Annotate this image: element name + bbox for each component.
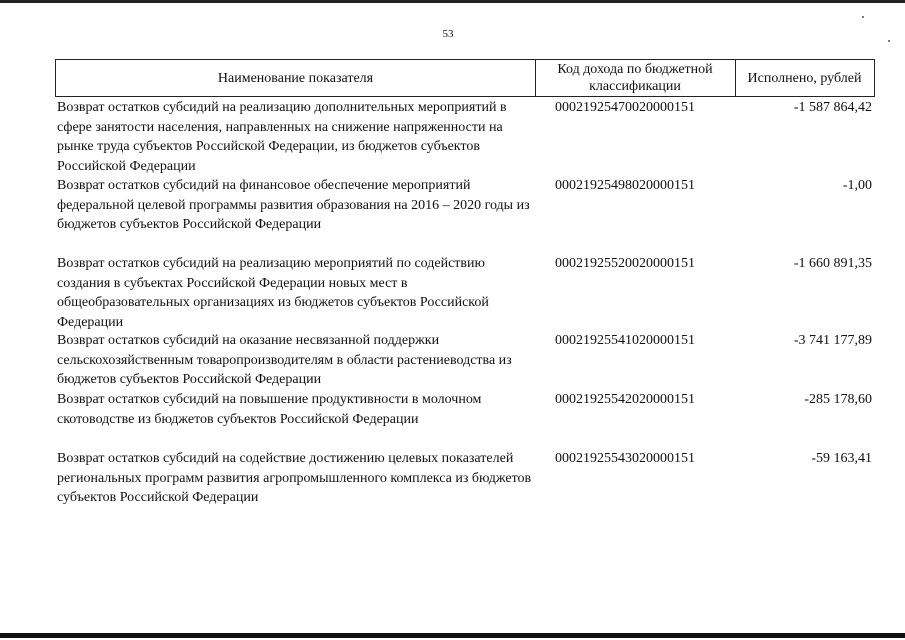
row-amount: -1 660 891,35 <box>793 256 872 271</box>
row-name: Возврат остатков субсидий на повышение продуктивности в молочном скотоводстве из бюджетов субъектов Российской Федерации <box>57 392 482 427</box>
row-code: 00021925470020000151 <box>555 100 695 115</box>
row-code: 00021925520020000151 <box>555 256 695 271</box>
page-number: 53 <box>442 28 454 40</box>
scan-speck <box>862 16 864 18</box>
row-amount: -1,00 <box>842 178 872 193</box>
bottom-border <box>0 633 905 638</box>
scan-speck <box>888 40 890 42</box>
row-code: 00021925543020000151 <box>555 451 695 466</box>
row-code: 00021925541020000151 <box>555 333 695 348</box>
row-name: Возврат остатков субсидий на оказание несвязанной поддержки сельскохозяйственным товаропроизводителям в области растениеводства из бюджетов субъектов Российской Федерации <box>57 333 512 387</box>
row-code: 00021925542020000151 <box>555 392 695 407</box>
row-name: Возврат остатков субсидий на финансовое обеспечение мероприятий федеральной целевой программы развития образования на 2016 – 2020 годы из бюджетов субъектов Российской Федерации <box>57 178 530 232</box>
row-name: Возврат остатков субсидий на содействие достижению целевых показателей региональных программ развития агропромышленного комплекса из бюджетов субъектов Российской Федерации <box>57 451 532 505</box>
row-name: Возврат остатков субсидий на реализацию мероприятий по содействию создания в субъектах Российской Федерации новых мест в общеобразовательных организациях из бюджетов субъектов Российской Федерации <box>57 256 489 330</box>
header-amount: Исполнено, рублей <box>735 59 875 97</box>
row-amount: -59 163,41 <box>811 451 872 466</box>
row-name: Возврат остатков субсидий на реализацию дополнительных мероприятий в сфере занятости населения, направленных на снижение напряженности на рынке труда субъектов Российской Федерации, из бюджетов субъектов Российской Федерации <box>57 100 507 174</box>
top-border <box>0 0 905 3</box>
row-code: 00021925498020000151 <box>555 178 695 193</box>
header-name: Наименование показателя <box>55 59 536 97</box>
row-amount: -1 587 864,42 <box>793 100 872 115</box>
row-amount: -285 178,60 <box>804 392 872 407</box>
header-code: Код дохода по бюджетной классификации <box>535 59 736 97</box>
row-amount: -3 741 177,89 <box>793 333 872 348</box>
